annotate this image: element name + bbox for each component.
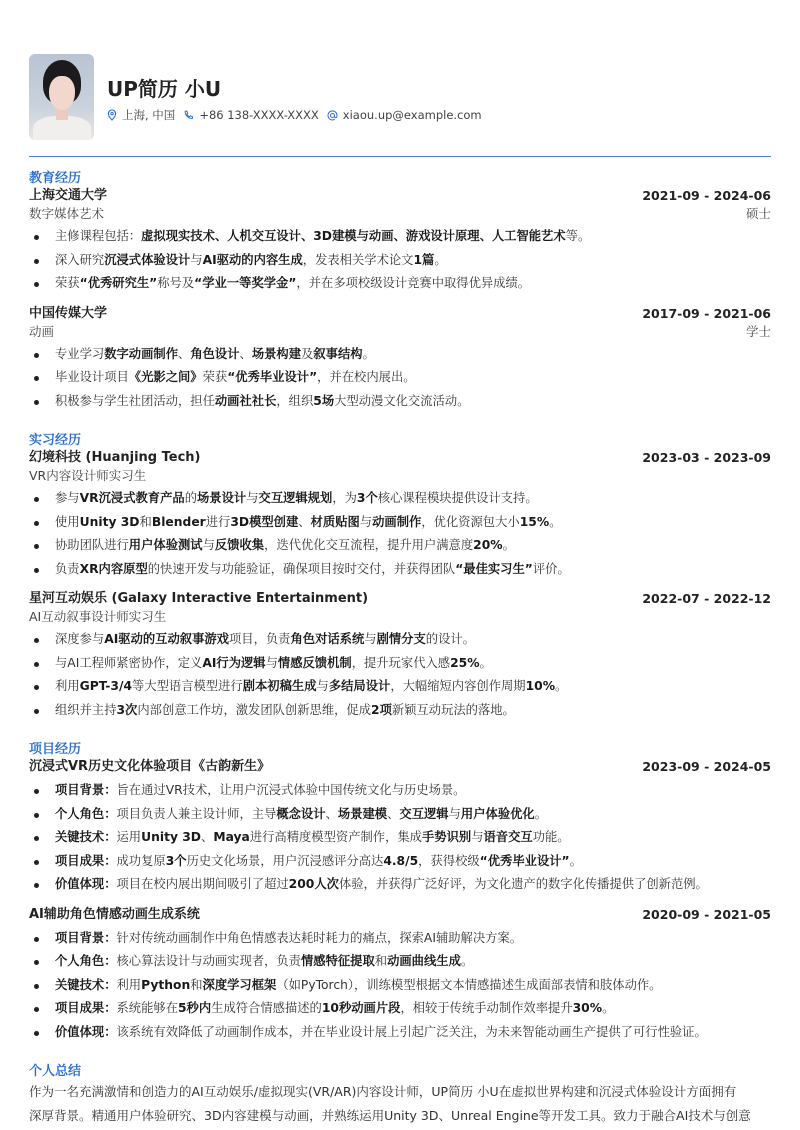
bullet-item: 积极参与学生社团活动，担任动画社社长，组织5场大型动漫文化交流活动。 <box>29 390 771 414</box>
internship-entry <box>29 449 771 581</box>
education-section <box>29 171 771 413</box>
school-name: 中国传媒大学 <box>29 305 108 321</box>
entry-date: 2023-03 - 2023-09 <box>642 450 771 465</box>
profile-photo <box>29 54 94 140</box>
major: 动画 <box>29 323 55 339</box>
major: 数字媒体艺术 <box>29 206 105 221</box>
role: AI互动叙事设计师实习生 <box>29 609 167 624</box>
project-name: AI辅助角色情感动画生成系统 <box>29 906 200 922</box>
contact-email[interactable]: xiaou.up@example.com <box>327 108 482 122</box>
bullet-item: 个人角色：核心算法设计与动画实现者，负责情感特征提取和动画曲线生成。 <box>29 950 771 974</box>
bullet-item: 深入研究沉浸式体验设计与AI驱动的内容生成，发表相关学术论文1篇。 <box>29 249 771 273</box>
bullet-item: 项目背景：针对传统动画制作中角色情感表达耗时耗力的痛点，探索AI辅助解决方案。 <box>29 927 771 951</box>
degree: 学士 <box>745 323 771 339</box>
bullet-item: 主修课程包括：虚拟现实技术、人机交互设计、3D建模与动画、游戏设计原理、人工智能艺术等。 <box>29 225 771 249</box>
section-title-projects: 项目经历 <box>29 742 82 757</box>
bullet-list <box>29 487 771 581</box>
section-title-internship: 实习经历 <box>29 433 82 448</box>
bullet-list <box>29 927 771 1045</box>
bullet-item: 项目成果：成功复原3个历史文化场景，用户沉浸感评分高达4.8/5，获得校级“优秀毕业设计”。 <box>29 850 771 874</box>
bullet-item: 项目背景：旨在通过VR技术，让用户沉浸式体验中国传统文化与历史场景。 <box>29 779 771 803</box>
bullet-list <box>29 779 771 897</box>
bullet-list <box>29 225 771 296</box>
entry-date: 2022-07 - 2022-12 <box>642 591 771 606</box>
summary-section <box>29 1064 771 1128</box>
bullet-item: 关键技术：运用Unity 3D、Maya进行高精度模型资产制作，集成手势识别与语音交互功能。 <box>29 826 771 850</box>
bullet-item: 负责XR内容原型的快速开发与功能验证，确保项目按时交付，并获得团队“最佳实习生”评价。 <box>29 558 771 582</box>
bullet-item: 与AI工程师紧密协作，定义AI行为逻辑与情感反馈机制，提升玩家代入感25%。 <box>29 652 771 676</box>
bullet-list <box>29 343 771 414</box>
bullet-item: 价值体现：项目在校内展出期间吸引了超过200人次体验，并获得广泛好评，为文化遗产的数字化传播提供了创新范例。 <box>29 873 771 897</box>
map-pin-icon <box>107 109 117 121</box>
bullet-item: 协助团队进行用户体验测试与反馈收集，迭代优化交互流程，提升用户满意度20%。 <box>29 534 771 558</box>
contact-phone: +86 138-XXXX-XXXX <box>183 108 318 122</box>
bullet-item: 专业学习数字动画制作、角色设计、场景构建及叙事结构。 <box>29 343 771 367</box>
entry-date: 2020-09 - 2021-05 <box>642 906 771 922</box>
bullet-item: 毕业设计项目《光影之间》荣获“优秀毕业设计”，并在校内展出。 <box>29 366 771 390</box>
bullet-item: 组织并主持3次内部创意工作坊，激发团队创新思维，促成2项新颖互动玩法的落地。 <box>29 699 771 723</box>
project-entry <box>29 906 771 1045</box>
entry-date: 2021-09 - 2024-06 <box>642 188 771 203</box>
section-title-summary: 个人总结 <box>29 1064 82 1079</box>
contact-location: 上海, 中国 <box>107 107 175 123</box>
candidate-name: UP简历 小U <box>107 77 222 101</box>
bullet-item: 使用Unity 3D和Blender进行3D模型创建、材质贴图与动画制作，优化资源包大小15%。 <box>29 511 771 535</box>
project-name: 沉浸式VR历史文化体验项目《古韵新生》 <box>29 759 271 774</box>
phone-icon <box>183 110 194 121</box>
summary-text: 作为一名充满激情和创造力的AI互动娱乐/虚拟现实(VR/AR)内容设计师，UP简历 小U在虚拟世界构建和沉浸式体验设计方面拥有 深厚背景。精通用户体验研究、3D内容建模与动画，并熟练运用Unity 3D、Unreal Engine等开发工具。致力于融合AI技术与创意 <box>29 1084 751 1123</box>
company-name: 幻境科技 (Huanjing Tech) <box>29 450 201 465</box>
degree: 硕士 <box>745 206 771 221</box>
internship-section <box>29 433 771 722</box>
bullet-item: 荣获“优秀研究生”称号及“学业一等奖学金”，并在多项校级设计竞赛中取得优异成绩。 <box>29 272 771 296</box>
entry-date: 2017-09 - 2021-06 <box>642 305 771 321</box>
bullet-item: 利用GPT-3/4等大型语言模型进行剧本初稿生成与多结局设计，大幅缩短内容创作周期10%。 <box>29 675 771 699</box>
role: VR内容设计师实习生 <box>29 468 147 483</box>
entry-date: 2023-09 - 2024-05 <box>642 759 771 774</box>
at-icon <box>327 110 338 121</box>
bullet-list <box>29 628 771 722</box>
bullet-item: 价值体现：该系统有效降低了动画制作成本，并在毕业设计展上引起广泛关注，为未来智能动画生产提供了可行性验证。 <box>29 1021 771 1045</box>
company-name: 星河互动娱乐 (Galaxy Interactive Entertainment) <box>29 591 369 606</box>
project-entry <box>29 758 771 897</box>
education-entry <box>29 187 771 296</box>
bullet-item: 项目成果：系统能够在5秒内生成符合情感描述的10秒动画片段，相较于传统手动制作效率提升30%。 <box>29 997 771 1021</box>
bullet-item: 关键技术：利用Python和深度学习框架（如PyTorch），训练模型根据文本情感描述生成面部表情和肢体动作。 <box>29 974 771 998</box>
education-entry <box>29 305 771 414</box>
internship-entry <box>29 590 771 722</box>
resume-page <box>29 0 771 1123</box>
projects-section <box>29 742 771 1044</box>
bullet-item: 个人角色：项目负责人兼主设计师，主导概念设计、场景建模、交互逻辑与用户体验优化。 <box>29 803 771 827</box>
bullet-item: 参与VR沉浸式教育产品的场景设计与交互逻辑规划，为3个核心课程模块提供设计支持。 <box>29 487 771 511</box>
resume-header <box>29 0 771 157</box>
section-title-education: 教育经历 <box>29 171 82 186</box>
bullet-item: 深度参与AI驱动的互动叙事游戏项目，负责角色对话系统与剧情分支的设计。 <box>29 628 771 652</box>
school-name: 上海交通大学 <box>29 188 108 203</box>
contact-info <box>107 107 490 123</box>
header-divider <box>29 156 771 157</box>
